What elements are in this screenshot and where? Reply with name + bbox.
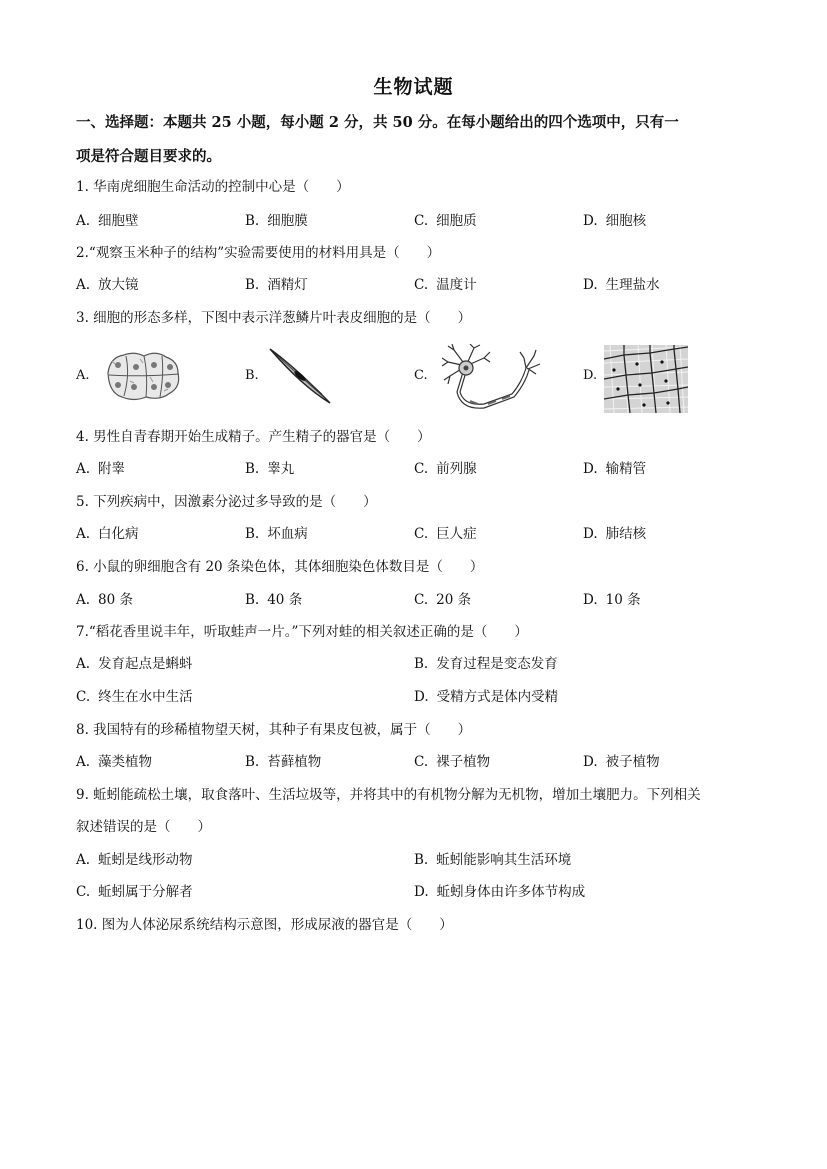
question-4-option-d: D. 输精管 xyxy=(583,461,647,477)
question-10-stem: 10. 图为人体泌尿系统结构示意图，形成尿液的器官是（ ） xyxy=(76,917,453,933)
question-9-option-d: D. 蚯蚓身体由许多体节构成 xyxy=(414,884,586,900)
question-2-stem: 2.“观察玉米种子的结构”实验需要使用的材料用具是（ ） xyxy=(76,245,441,261)
question-3-option-b-label: B. xyxy=(245,368,259,383)
question-8-stem: 8. 我国特有的珍稀植物望天树，其种子有果皮包被，属于（ ） xyxy=(76,722,472,738)
animal-cells-image xyxy=(104,347,182,403)
question-6-stem: 6. 小鼠的卵细胞含有 20 条染色体，其体细胞染色体数目是（ ） xyxy=(76,559,484,575)
question-8-option-d: D. 被子植物 xyxy=(583,754,660,770)
question-5-option-b: B. 坏血病 xyxy=(245,526,308,542)
question-2-option-d: D. 生理盐水 xyxy=(583,277,660,293)
question-3-option-c-label: C. xyxy=(414,368,428,383)
question-9-stem-continued: 叙述错误的是（ ） xyxy=(76,819,211,835)
question-5-stem: 5. 下列疾病中，因激素分泌过多导致的是（ ） xyxy=(76,494,377,510)
question-4-option-a: A. 附睾 xyxy=(76,461,126,477)
question-9-option-b: B. 蚯蚓能影响其生活环境 xyxy=(414,852,572,868)
question-7-option-d: D. 受精方式是体内受精 xyxy=(414,689,559,705)
question-9-stem: 9. 蚯蚓能疏松土壤，取食落叶、生活垃圾等，并将其中的有机物分解为无机物，增加土壤肥力。下列相关 xyxy=(76,787,701,803)
question-8-option-b: B. 苔藓植物 xyxy=(245,754,322,770)
question-1-option-d: D. 细胞核 xyxy=(583,213,647,229)
question-8-option-a: A. 藻类植物 xyxy=(76,754,153,770)
question-6-option-b: B. 40 条 xyxy=(245,592,303,608)
question-6-option-c: C. 20 条 xyxy=(414,592,472,608)
question-1-option-c: C. 细胞质 xyxy=(414,213,477,229)
question-3-option-a-label: A. xyxy=(76,368,90,383)
question-6-option-a: A. 80 条 xyxy=(76,592,134,608)
section-heading-line-1: 一、选择题：本题共 25 小题，每小题 2 分，共 50 分。在每小题给出的四个选项中，只有一 xyxy=(76,114,679,131)
question-2-option-c: C. 温度计 xyxy=(414,277,477,293)
question-6-option-d: D. 10 条 xyxy=(583,592,641,608)
question-5-option-c: C. 巨人症 xyxy=(414,526,477,542)
question-3-stem: 3. 细胞的形态多样，下图中表示洋葱鳞片叶表皮细胞的是（ ） xyxy=(76,310,472,326)
question-1-option-a: A. 细胞壁 xyxy=(76,213,139,229)
question-9-option-c: C. 蚯蚓属于分解者 xyxy=(76,884,193,900)
question-5-option-d: D. 肺结核 xyxy=(583,526,647,542)
question-2-option-b: B. 酒精灯 xyxy=(245,277,308,293)
question-4-option-b: B. 睾丸 xyxy=(245,461,295,477)
question-2-option-a: A. 放大镜 xyxy=(76,277,139,293)
question-7-option-a: A. 发育起点是蝌蚪 xyxy=(76,656,193,672)
question-3-option-d-label: D. xyxy=(583,368,598,383)
question-4-option-c: C. 前列腺 xyxy=(414,461,477,477)
question-1-option-b: B. 细胞膜 xyxy=(245,213,308,229)
question-9-option-a: A. 蚯蚓是线形动物 xyxy=(76,852,193,868)
muscle-cell-image xyxy=(266,346,334,406)
question-1-stem: 1. 华南虎细胞生命活动的控制中心是（ ） xyxy=(76,179,350,195)
onion-epidermis-cells-image xyxy=(604,345,688,413)
neuron-image xyxy=(440,344,544,414)
question-8-option-c: C. 裸子植物 xyxy=(414,754,491,770)
question-7-stem: 7.“稻花香里说丰年，听取蛙声一片。”下列对蛙的相关叙述正确的是（ ） xyxy=(76,624,528,640)
section-heading-line-2: 项是符合题目要求的。 xyxy=(76,148,221,165)
question-7-option-b: B. 发育过程是变态发育 xyxy=(414,656,558,672)
question-5-option-a: A. 白化病 xyxy=(76,526,139,542)
question-7-option-c: C. 终生在水中生活 xyxy=(76,689,193,705)
question-4-stem: 4. 男性自青春期开始生成精子。产生精子的器官是（ ） xyxy=(76,429,431,445)
page-title: 生物试题 xyxy=(373,76,454,98)
